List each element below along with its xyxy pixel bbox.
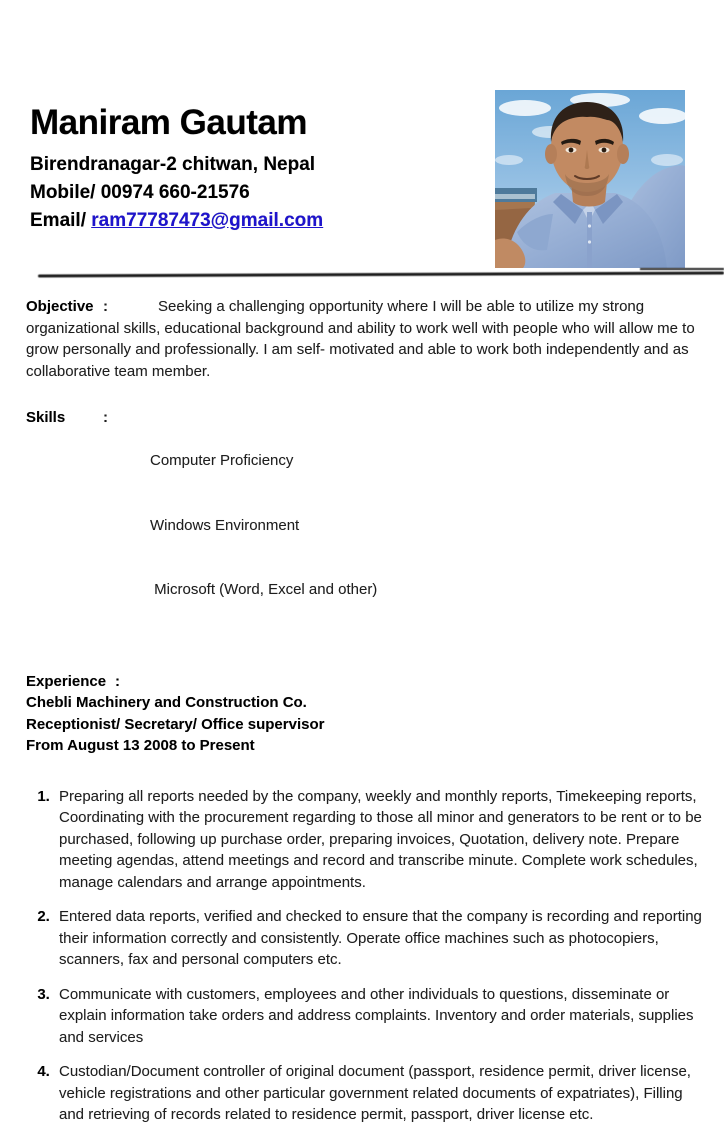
email-line: [30, 207, 323, 235]
portrait-illustration: [495, 90, 685, 268]
mobile-line: [30, 179, 323, 207]
skill-item: Computer Proficiency: [150, 452, 294, 469]
profile-photo: [495, 90, 685, 268]
experience-colon: :: [115, 672, 121, 690]
skills-colon: :: [103, 409, 108, 426]
skill-item: Microsoft (Word, Excel and other): [150, 581, 378, 598]
resume-header: [30, 102, 323, 235]
mobile-label: Mobile/: [30, 182, 96, 203]
duty-item: 1. Preparing all reports needed by the company, weekly and monthly reports, Timekeeping reports, Coordinating with the procurement regarding to those all minor and generators to be rent or to be purchased, following up purchase order, preparing invoices, Quotation, delivery note. Prepare meeting agendas, attend meetings and record and transcribe minute. Complete work schedules, manage calendars and arrange appointments.: [54, 786, 704, 894]
skills-label: Skills: [26, 409, 66, 426]
objective-label: Objective: [26, 298, 94, 315]
experience-heading: [26, 671, 714, 757]
person-name: Maniram Gautam: [30, 103, 307, 142]
header-divider: [38, 272, 724, 278]
experience-company: Chebli Machinery and Construction Co.: [26, 694, 307, 711]
resume-body: [26, 296, 714, 1139]
experience-role: Receptionist/ Secretary/ Office supervisor: [26, 715, 325, 733]
address-line: Birendranagar-2 chitwan, Nepal: [30, 154, 316, 175]
objective-colon: :: [103, 298, 108, 315]
skills-list: [150, 407, 377, 644]
skills-section: [26, 407, 714, 644]
duty-item: 3. Communicate with customers, employees and other individuals to questions, disseminate or explain information take orders and address complaints. Inventory and order materials, supplies and services: [54, 984, 704, 1049]
mobile-number: 00974 660-21576: [100, 182, 250, 203]
skill-item: Windows Environment: [150, 516, 300, 534]
header-divider-upper: [640, 268, 724, 270]
experience-label-line: [26, 671, 714, 693]
objective-section: [26, 296, 702, 382]
duty-item: 2. Entered data reports, verified and checked to ensure that the company is recording and reporting their information correctly and consistently. Operate office machines such as photocopiers, scanners, fax and personal computers etc.: [54, 906, 704, 971]
email-link[interactable]: ram77787473@gmail.com: [91, 210, 324, 231]
email-label: Email/: [30, 210, 86, 231]
duty-item: 4. Custodian/Document controller of original document (passport, residence permit, driver license, vehicle registrations and other particular government related documents of expatriates), Filling and retrieving of records related to residence permit, passport, driver license etc.: [54, 1061, 704, 1126]
objective-text: Seeking a challenging opportunity where I will be able to utilize my strong organizational skills, educational background and ability to work well with people who will allow me to grow personally and professionally. I am self- motivated and able to work both independently and as collaborative team member.: [26, 298, 695, 380]
duties-list: [32, 786, 704, 1126]
experience-period: From August 13 2008 to Present: [26, 737, 255, 754]
experience-label: Experience: [26, 672, 107, 690]
